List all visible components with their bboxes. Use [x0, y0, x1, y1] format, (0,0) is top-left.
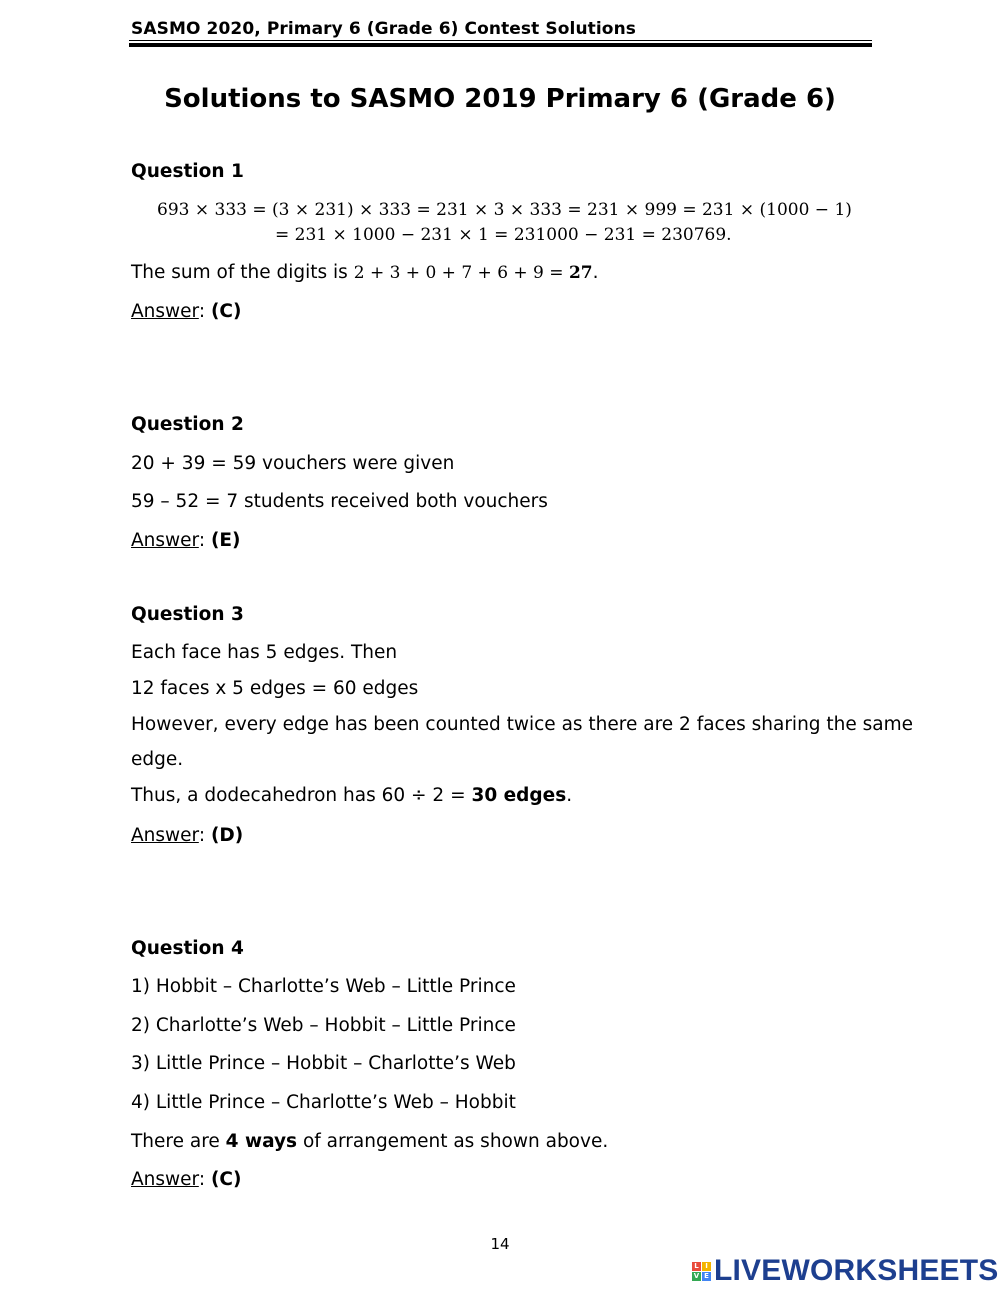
- q2-answer: [131, 530, 241, 551]
- liveworksheets-logo: [692, 1254, 999, 1288]
- q4-answer-colon: :: [198, 1169, 211, 1190]
- logo-mark-letter: V: [693, 1271, 700, 1280]
- q4-summary-end: of arrangement as shown above.: [297, 1131, 609, 1152]
- q4-item: 2) Charlotte’s Web – Hobbit – Little Prince: [131, 1015, 516, 1036]
- q1-equation-line-1: 693 × 333 = (3 × 231) × 333 = 231 × 3 × 333 = 231 × 999 = 231 × (1000 − 1): [157, 200, 852, 220]
- q3-line-5-prefix: Thus, a dodecahedron has 60 ÷ 2 =: [131, 785, 472, 806]
- q1-sum-expr: 2 + 3 + 0 + 7 + 6 + 9 =: [353, 263, 569, 283]
- q2-line-1: 20 + 39 = 59 vouchers were given: [131, 453, 455, 474]
- header-rule-thin: [129, 40, 872, 41]
- q3-line-5-bold: 30 edges: [471, 785, 567, 806]
- q4-item: 3) Little Prince – Hobbit – Charlotte’s Web: [131, 1053, 516, 1074]
- q1-sum-prefix: The sum of the digits is: [131, 262, 354, 283]
- running-header: SASMO 2020, Primary 6 (Grade 6) Contest Solutions: [131, 19, 637, 39]
- q4-answer-value: (C): [210, 1169, 242, 1190]
- q2-line-2: 59 – 52 = 7 students received both vouchers: [131, 491, 548, 512]
- q3-answer-label: Answer: [131, 825, 199, 846]
- q2-answer-label: Answer: [131, 530, 199, 551]
- q1-answer: [131, 301, 241, 322]
- logo-mark-letter: I: [702, 1262, 711, 1271]
- q3-answer-colon: :: [198, 825, 211, 846]
- q1-sum-result: 27: [568, 263, 593, 283]
- q3-line-5-end: .: [566, 785, 573, 806]
- q1-equation-line-2: = 231 × 1000 − 231 × 1 = 231000 − 231 = 230769.: [275, 225, 732, 245]
- q3-line-2: 12 faces x 5 edges = 60 edges: [131, 678, 419, 699]
- q4-summary: [131, 1131, 608, 1152]
- q4-heading: Question 4: [131, 938, 244, 959]
- q4-answer: [131, 1169, 241, 1190]
- page-title: Solutions to SASMO 2019 Primary 6 (Grade 6): [164, 84, 836, 114]
- q3-heading: Question 3: [131, 604, 244, 625]
- page-number: 14: [490, 1235, 510, 1253]
- q4-summary-bold: 4 ways: [225, 1131, 298, 1152]
- liveworksheets-logo-text: LIVEWORKSHEETS: [714, 1254, 999, 1287]
- q2-answer-colon: :: [198, 530, 211, 551]
- q1-sum-end: .: [592, 262, 599, 283]
- q1-answer-label: Answer: [131, 301, 199, 322]
- logo-mark-letter: L: [692, 1262, 701, 1271]
- q4-summary-prefix: There are: [131, 1131, 226, 1152]
- q3-line-1: Each face has 5 edges. Then: [131, 642, 398, 663]
- q3-line-3: However, every edge has been counted twice as there are 2 faces sharing the same: [131, 714, 914, 735]
- q1-answer-value: (C): [210, 301, 242, 322]
- q4-item: 1) Hobbit – Charlotte’s Web – Little Prince: [131, 976, 516, 997]
- q1-heading: Question 1: [131, 161, 244, 182]
- q3-answer: [131, 825, 243, 846]
- q1-digit-sum: [131, 262, 599, 283]
- q4-item: 4) Little Prince – Charlotte’s Web – Hobbit: [131, 1092, 516, 1113]
- q1-answer-colon: :: [198, 301, 211, 322]
- q4-answer-label: Answer: [131, 1169, 199, 1190]
- logo-mark-letter: E: [702, 1272, 711, 1281]
- q2-heading: Question 2: [131, 414, 244, 435]
- q3-answer-value: (D): [210, 825, 244, 846]
- q3-line-4: edge.: [131, 749, 184, 770]
- liveworksheets-logo-icon: [692, 1262, 711, 1281]
- q2-answer-value: (E): [210, 530, 241, 551]
- q3-line-5: [131, 785, 572, 806]
- header-rule-thick: [129, 43, 872, 47]
